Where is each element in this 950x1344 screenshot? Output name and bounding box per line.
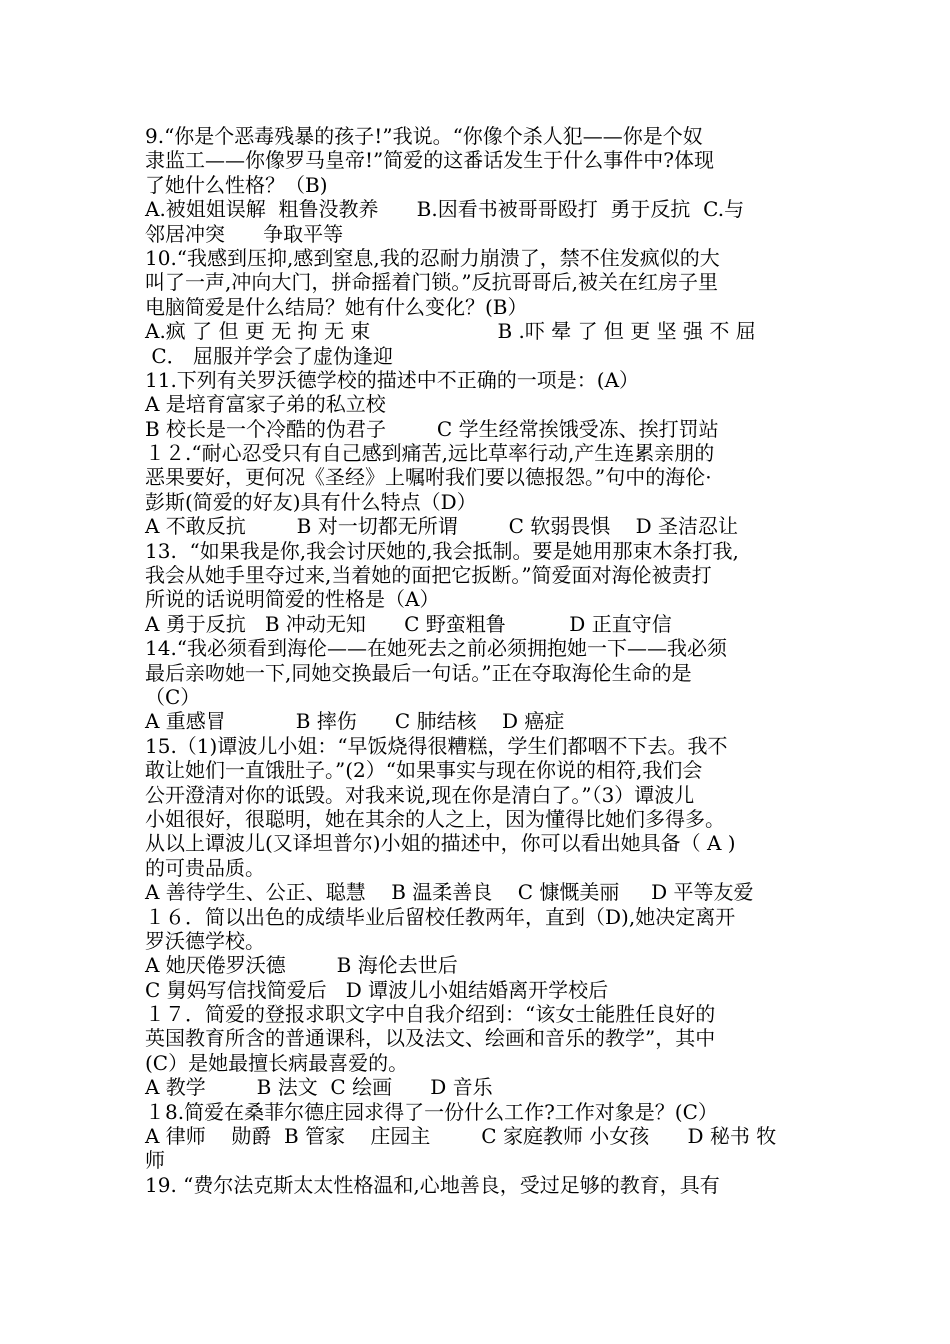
text-line: A 勇于反抗 B 冲动无知 C 野蛮粗鲁 D 正直守信 bbox=[145, 611, 672, 636]
text-line: (C）是她最擅长病最喜爱的。 bbox=[145, 1050, 409, 1075]
text-line: 彭斯(简爱的好友)具有什么特点（D） bbox=[145, 489, 477, 514]
text-line: 11.下列有关罗沃德学校的描述中不正确的一项是：(A） bbox=[145, 367, 640, 392]
text-line: １２.“耐心忍受只有自己感到痛苦,远比草率行动,产生连累亲朋的 bbox=[145, 441, 715, 466]
text-line: B 校长是一个冷酷的伪君子 C 学生经常挨饿受冻、挨打罚站 bbox=[145, 416, 719, 441]
text-line: 所说的话说明简爱的性格是（A） bbox=[145, 587, 440, 612]
text-line: A 是培育富家子弟的私立校 bbox=[145, 392, 386, 417]
text-line: 叫了一声,冲向大门，拼命摇着门锁。”反抗哥哥后,被关在红房子里 bbox=[145, 270, 718, 295]
text-line: 了她什么性格？（B) bbox=[145, 172, 328, 197]
text-line: A 律师 勋爵 B 管家 庄园主 C 家庭教师 小女孩 D 秘书 牧 bbox=[145, 1124, 777, 1149]
text-line: 邻居冲突 争取平等 bbox=[145, 221, 344, 246]
text-line: A 重感冒 B 摔伤 C 肺结核 D 癌症 bbox=[145, 709, 565, 734]
text-line: 电脑简爱是什么结局？她有什么变化？(B） bbox=[145, 294, 528, 319]
text-line: A 教学 B 法文 C 绘画 D 音乐 bbox=[145, 1075, 493, 1100]
document-page bbox=[145, 124, 815, 1197]
text-line: 敢让她们一直饿肚子。”(2）“如果事实与现在你说的相符,我们会 bbox=[145, 758, 703, 783]
text-line: A.疯 了 但 更 无 拘 无 束 B .吓 晕 了 但 更 坚 强 不 屈 bbox=[145, 319, 756, 344]
text-line: 小姐很好，很聪明，她在其余的人之上，因为懂得比她们多得多。 bbox=[145, 806, 725, 831]
text-line: １６．简以出色的成绩毕业后留校任教两年，直到（D),她决定离开 bbox=[145, 904, 736, 929]
text-line: C． 屈服并学会了虚伪逢迎 bbox=[145, 343, 394, 368]
text-line: 15.（1)谭波儿小姐：“早饭烧得很糟糕，学生们都咽不下去。我不 bbox=[145, 733, 728, 758]
text-line: 9.“你是个恶毒残暴的孩子!”我说。“你像个杀人犯——你是个奴 bbox=[145, 124, 703, 148]
text-line: 最后亲吻她一下,同她交换最后一句话。”正在夺取海伦生命的是 bbox=[145, 660, 692, 685]
text-line: 罗沃德学校。 bbox=[145, 928, 265, 953]
text-line: A.被姐姐误解 粗鲁没教养 B.因看书被哥哥殴打 勇于反抗 C.与 bbox=[145, 197, 745, 222]
text-line: A 善待学生、公正、聪慧 B 温柔善良 C 慷慨美丽 D 平等友爱 bbox=[145, 880, 754, 905]
text-line: 10.“我感到压抑,感到窒息,我的忍耐力崩溃了，禁不住发疯似的大 bbox=[145, 245, 720, 270]
text-line: 19. “费尔法克斯太太性格温和,心地善良，受过足够的教育，具有 bbox=[145, 1172, 720, 1197]
text-line: 隶监工——你像罗马皇帝!”简爱的这番话发生于什么事件中?体现 bbox=[145, 148, 714, 173]
text-line: 师 bbox=[145, 1148, 165, 1173]
text-line: （C） bbox=[145, 684, 201, 709]
text-line: 恶果要好，更何况《圣经》上嘱咐我们要以德报怨。”句中的海伦· bbox=[145, 465, 712, 490]
text-line: 从以上谭波儿(又译坦普尔)小姐的描述中，你可以看出她具备（ A ) bbox=[145, 831, 736, 856]
text-line: 公开澄清对你的诋毁。对我来说,现在你是清白了。”（3）谭波儿 bbox=[145, 782, 695, 807]
text-line: 英国教育所含的普通课科，以及法文、绘画和音乐的教学”，其中 bbox=[145, 1026, 716, 1051]
text-line: 的可贵品质。 bbox=[145, 855, 265, 880]
text-line: A 她厌倦罗沃德 B 海伦去世后 bbox=[145, 953, 458, 978]
text-line: 13. “如果我是你,我会讨厌她的,我会抵制。要是她用那束木条打我, bbox=[145, 538, 739, 563]
text-line: 14.“我必须看到海伦——在她死去之前必须拥抱她一下——我必须 bbox=[145, 636, 728, 661]
text-line: C 舅妈写信找简爱后 D 谭波儿小姐结婚离开学校后 bbox=[145, 977, 609, 1002]
text-line: １７．简爱的登报求职文字中自我介绍到：“该女士能胜任良好的 bbox=[145, 1002, 716, 1027]
text-line: 我会从她手里夺过来,当着她的面把它扳断。”简爱面对海伦被责打 bbox=[145, 563, 712, 588]
text-line: １8.简爱在桑菲尔德庄园求得了一份什么工作?工作对象是？(C） bbox=[145, 1099, 718, 1124]
text-line: A 不敢反抗 B 对一切都无所谓 C 软弱畏惧 D 圣洁忍让 bbox=[145, 514, 739, 539]
